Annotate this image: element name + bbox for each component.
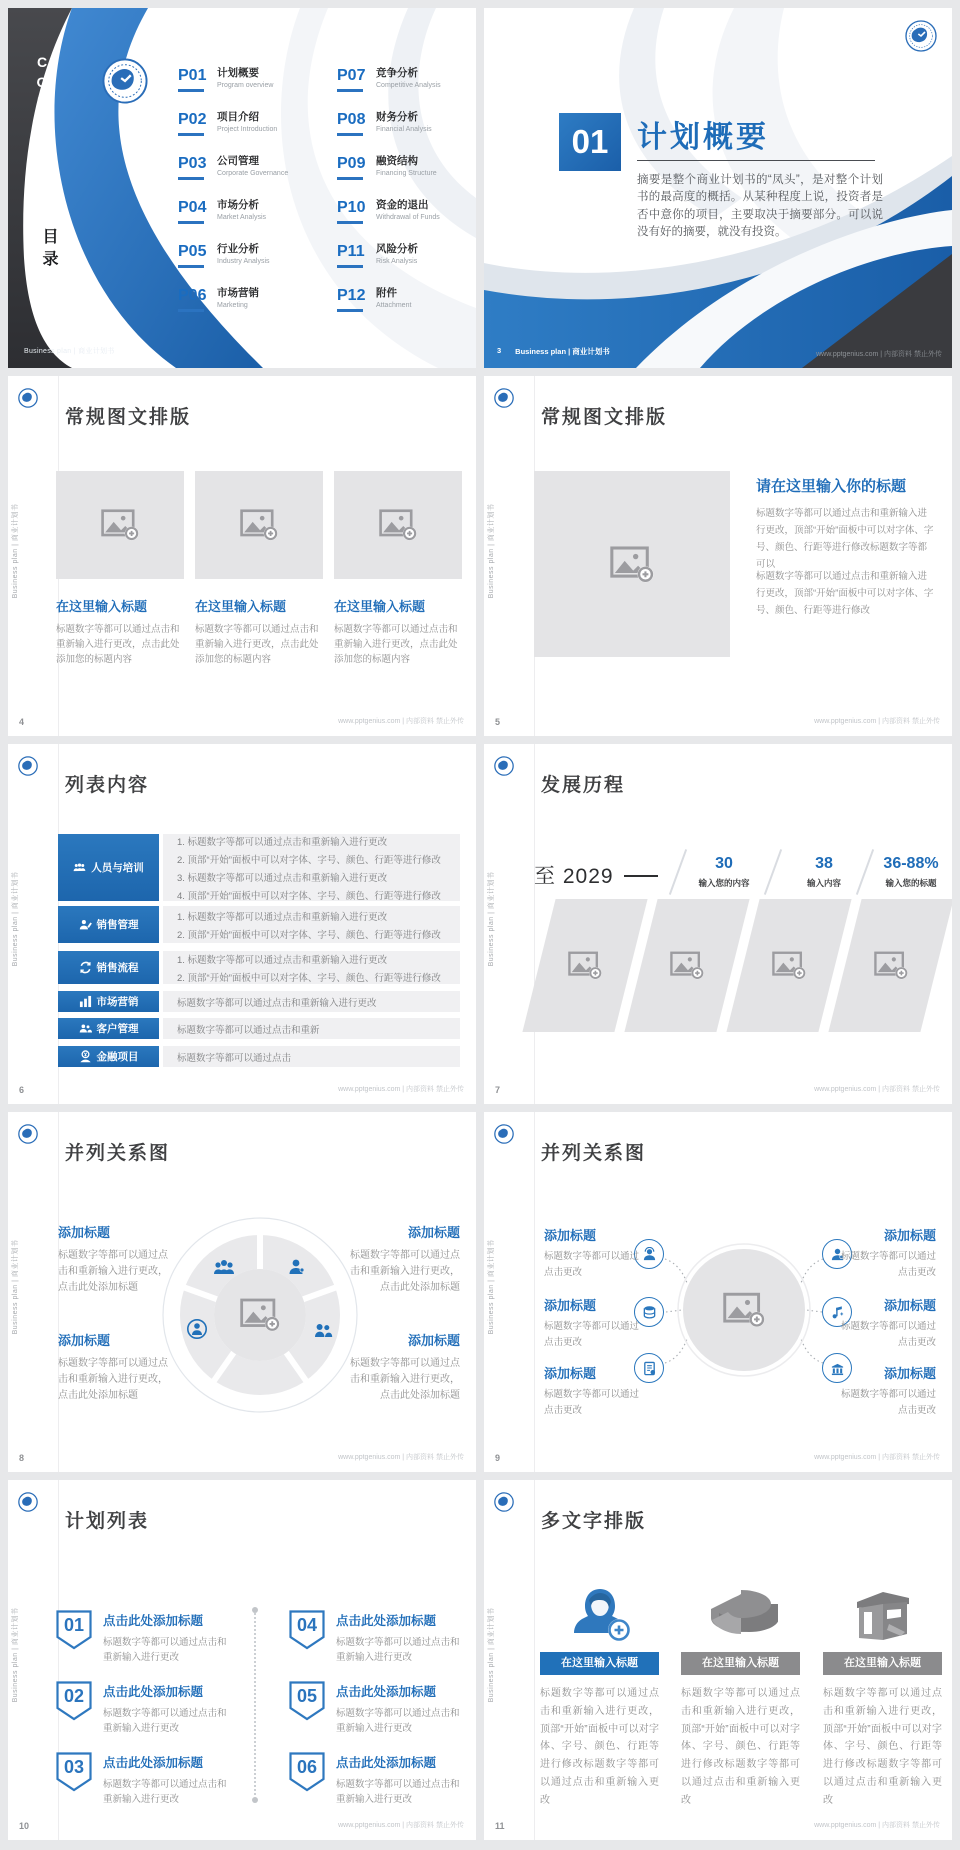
block-heading: 添加标题 [883,1228,936,1243]
list-label [58,1018,159,1039]
page-number: 5 [495,717,501,727]
toc-underline [337,177,363,180]
image-placeholder-icon [772,951,806,980]
page-number: 7 [495,1085,501,1095]
contents-item-p05 [178,244,288,271]
list-line: 3. 标题数字等都可以通过点击和重新输入进行更改 [177,872,388,884]
slide-relation-6[interactable] [484,1112,952,1472]
relation-center-circle [677,1243,811,1377]
contents-vertical-title-en: CONTENTS [34,54,50,214]
toc-title-cn: 市场分析 [217,199,259,211]
page-number: 10 [19,1821,30,1831]
toc-title-en: Program overview [217,81,274,89]
toc-number: P08 [337,112,373,136]
slide-title: 多文字排版 [541,1511,647,1532]
toc-underline [178,133,204,136]
vertical-brand-text: Business plan | 商业计划书 [12,1239,19,1335]
column-body: 标题数字等都可以通过点击和重新输入进行更改，点击此处添加您的标题内容 [56,624,180,666]
slide-gallery[interactable] [8,376,476,736]
left-rule [534,1480,535,1840]
block-body: 标题数字等都可以通过点击和重新输入进行更改，点击此处添加标题 [58,1358,168,1402]
toc-underline [337,221,363,224]
relation-block [544,1225,644,1281]
building-3d-icon [823,1568,942,1652]
block-heading: 添加标题 [544,1366,597,1381]
site-footer: www.pptgenius.com | 内部资料 禁止外传 [814,1822,940,1829]
list-label-text: 金融项目 [96,1051,139,1063]
block-body: 标题数字等都可以通过点击更改 [544,1389,640,1417]
timeline-image-strip [534,899,938,1032]
sales-process-icon [79,961,92,974]
plan-item [336,1682,462,1736]
list-content [163,1046,460,1067]
timeline-year-label [534,860,658,890]
list-label [58,951,159,984]
image-placeholder-icon [240,1298,280,1332]
slide-title: 发展历程 [541,775,626,796]
title-divider [637,160,875,161]
list-line: 标题数字等都可以通过点击 [177,1052,292,1064]
relation-block [58,1330,176,1405]
page-number: 3 [497,346,502,355]
toc-underline [337,309,363,312]
column-body: 标题数字等都可以通过点击和重新输入进行更改，顶部“开始”面板中可以对字体、字号、颜色、行距等进行修改标题数字等都可以通过点击和重新输入更改 [540,1688,659,1806]
list-row [58,1018,460,1039]
timeline-stat [789,855,859,889]
toc-number: P06 [178,288,214,312]
slide-title: 并列关系图 [541,1143,647,1164]
brand-footer: Business plan | 商业计划书 [24,348,115,355]
toc-title-en: Attachment [376,301,412,309]
list-content [163,1018,460,1039]
vertical-brand-text: Business plan | 商业计划书 [488,1607,495,1703]
list-rows [58,834,460,1076]
number-badge [56,1752,92,1792]
brand-logo-icon [905,20,937,52]
list-line: 1. 标题数字等都可以通过点击和重新输入进行更改 [177,954,388,966]
image-placeholder-icon [101,509,139,541]
page-number: 8 [19,1453,25,1463]
slide-contents[interactable] [8,8,476,368]
brand-logo-icon [18,388,38,408]
badge-number: 03 [63,1757,85,1777]
list-line: 2. 顶部“开始”面板中可以对字体、字号、颜色、行距等进行修改 [177,929,441,941]
vertical-brand-text: Business plan | 商业计划书 [488,503,495,599]
slide-multi-text[interactable] [484,1480,952,1840]
toc-number: P04 [178,200,214,224]
toc-underline [178,221,204,224]
slant-divider [764,849,782,895]
toc-title-cn: 市场营销 [217,287,259,299]
relation-block [342,1222,460,1297]
plan-item [103,1753,229,1807]
block-heading: 添加标题 [407,1333,460,1348]
toc-title-cn: 竞争分析 [376,67,418,79]
image-placeholder [534,471,730,657]
list-content [163,834,460,901]
site-footer: www.pptgenius.com | 内部资料 禁止外传 [814,1086,940,1093]
slide-title: 常规图文排版 [541,407,668,428]
toc-title-cn: 附件 [376,287,397,299]
block-body: 标题数字等都可以通过点击更改 [544,1251,640,1279]
contents-item-p08 [337,112,441,139]
pie-chart-3d-icon [681,1568,800,1652]
item-heading: 点击此处添加标题 [103,1756,204,1770]
column-heading: 在这里输入标题 [56,599,148,614]
brand-logo-icon [102,58,148,104]
text-column [540,1568,659,1810]
relation-block [342,1330,460,1405]
toc-number: P05 [178,244,214,268]
block-body: 标题数字等都可以通过点击和重新输入进行更改，点击此处添加标题 [350,1250,460,1294]
vertical-brand-text: Business plan | 商业计划书 [488,1239,495,1335]
badge-number: 06 [296,1757,318,1777]
toc-number: P12 [337,288,373,312]
vertical-brand-text: Business plan | 商业计划书 [488,871,495,967]
toc-title-cn: 公司管理 [217,155,259,167]
divider-dot [252,1797,258,1803]
relation-block [836,1225,936,1281]
brand-footer: Business plan | 商业计划书 [515,347,610,356]
block-heading: 添加标题 [544,1228,597,1243]
page-number: 6 [19,1085,25,1095]
vertical-brand-text: Business plan | 商业计划书 [12,871,19,967]
section-summary-text: 摘要是整个商业计划书的“凤头”，是对整个计划书的最高度的概括。从某种程度上说，投资者是否中意你的项目，主要取决于摘要部分。可以说没有好的摘要，就没有投资。 [637,174,883,238]
list-label [58,1046,159,1067]
brand-logo-icon [18,1124,38,1144]
slide-list[interactable] [8,744,476,1104]
site-footer: www.pptgenius.com | 内部资料 禁止外传 [338,1086,464,1093]
toc-underline [337,89,363,92]
toc-title-en: Corporate Governance [217,169,289,177]
section-number-badge: 01 [559,113,621,171]
relation-block [58,1222,176,1297]
site-footer: www.pptgenius.com | 内部资料 禁止外传 [816,351,942,358]
toc-title-cn: 项目介绍 [217,111,259,123]
slide-picture-text[interactable] [484,376,952,736]
column-body: 标题数字等都可以通过点击和重新输入进行更改，顶部“开始”面板中可以对字体、字号、颜色、行距等进行修改标题数字等都可以通过点击和重新输入更改 [681,1688,800,1806]
list-label [58,991,159,1012]
column-body: 标题数字等都可以通过点击和重新输入进行更改，顶部“开始”面板中可以对字体、字号、颜色、行距等进行修改标题数字等都可以通过点击和重新输入更改 [823,1688,942,1806]
item-heading: 点击此处添加标题 [336,1685,437,1699]
contents-vertical-title-cn: 目录 [40,228,57,272]
list-label-text: 客户管理 [96,1023,139,1035]
slide-section-01[interactable] [484,8,952,368]
slide-title: 并列关系图 [65,1143,171,1164]
timeline-stat [684,855,764,889]
list-line: 标题数字等都可以通过点击和重新 [177,1024,320,1036]
image-placeholder-icon [610,546,654,583]
section-title: 计划概要 [637,121,769,154]
dotted-divider [254,1613,256,1795]
image-placeholder-icon [723,1293,765,1328]
number-badge [289,1681,325,1721]
column-heading: 在这里输入标题 [334,599,426,614]
toc-underline [178,177,204,180]
contents-item-p06 [178,288,288,315]
image-placeholder [334,471,462,579]
toc-title-cn: 计划概要 [217,67,259,79]
sales-management-icon [79,918,92,931]
gallery-column [56,471,184,668]
contents-item-p10 [337,200,441,227]
number-badge [56,1681,92,1721]
list-label [58,906,159,943]
brand-logo-icon [494,388,514,408]
customer-icon [79,1022,92,1035]
content-heading: 请在这里输入你的标题 [756,478,907,495]
list-content [163,991,460,1012]
column-banner: 在这里输入标题 [681,1652,800,1675]
list-content [163,906,460,943]
brand-logo-icon [494,1492,514,1512]
team-icon [73,861,86,874]
page-number: 4 [19,717,25,727]
badge-number: 01 [63,1615,85,1635]
toc-underline [337,265,363,268]
list-line: 1. 标题数字等都可以通过点击和重新输入进行更改 [177,911,388,923]
toc-title-en: Withdrawal of Funds [376,213,440,221]
column-body: 标题数字等都可以通过点击和重新输入进行更改，点击此处添加您的标题内容 [334,624,458,666]
page-number: 9 [495,1453,501,1463]
toc-number: P09 [337,156,373,180]
list-row [58,906,460,943]
image-placeholder [56,471,184,579]
block-heading: 添加标题 [58,1333,111,1348]
site-footer: www.pptgenius.com | 内部资料 禁止外传 [338,1454,464,1461]
column-heading: 在这里输入标题 [195,599,287,614]
stat-label: 输入您的标题 [885,878,937,888]
timeline-stat [872,855,950,889]
contents-item-p07 [337,68,441,95]
toc-title-cn: 融资结构 [376,155,418,167]
toc-title-en: Risk Analysis [376,257,418,265]
list-content [163,951,460,984]
plan-item [103,1682,229,1736]
badge-number: 02 [63,1686,85,1706]
block-body: 标题数字等都可以通过点击和重新输入进行更改，点击此处添加标题 [58,1250,168,1294]
column-banner: 在这里输入标题 [540,1652,659,1675]
list-label [58,834,159,901]
list-label-text: 销售流程 [96,962,139,974]
block-body: 标题数字等都可以通过点击更改 [840,1389,936,1417]
toc-title-cn: 资金的退出 [376,199,429,211]
slide-plan-list[interactable] [8,1480,476,1840]
toc-title-en: Market Analysis [217,213,267,221]
brand-logo-icon [18,756,38,776]
vertical-brand-text: Business plan | 商业计划书 [12,1607,19,1703]
list-line: 标题数字等都可以通过点击和重新输入进行更改 [177,997,377,1009]
gallery-column [195,471,323,668]
slide-relation-4[interactable] [8,1112,476,1472]
contents-item-p12 [337,288,441,315]
badge-number: 04 [296,1615,318,1635]
contents-column-right [337,68,441,332]
image-placeholder [195,471,323,579]
toc-number: P01 [178,68,214,92]
block-body: 标题数字等都可以通过点击更改 [840,1321,936,1349]
slide-title: 常规图文排版 [65,407,192,428]
image-placeholder-icon [874,951,908,980]
toc-number: P11 [337,244,373,268]
item-heading: 点击此处添加标题 [336,1614,437,1628]
list-row [58,991,460,1012]
page-number: 11 [495,1821,505,1831]
item-heading: 点击此处添加标题 [336,1756,437,1770]
list-label-text: 市场营销 [96,996,139,1008]
list-row [58,834,460,901]
finance-icon [79,1050,92,1063]
column-banner: 在这里输入标题 [823,1652,942,1675]
divider-dot [252,1607,258,1613]
contents-item-p04 [178,200,288,227]
brand-logo-icon [18,1492,38,1512]
item-heading: 点击此处添加标题 [103,1614,204,1628]
year-dash [624,875,658,877]
image-placeholder [828,899,952,1032]
block-heading: 添加标题 [407,1225,460,1240]
plan-item [336,1753,462,1807]
toc-title-en: Competitive Analysis [376,81,441,89]
number-badge [56,1610,92,1650]
content-paragraph-1: 标题数字等都可以通过点击和重新输入进行更改，顶部“开始”面板中可以对字体、字号、颜色、行距等进行修改标题数字等都可以 [756,508,934,570]
contents-item-p03 [178,156,288,183]
number-badge [289,1610,325,1650]
block-heading: 添加标题 [883,1366,936,1381]
block-heading: 添加标题 [58,1225,111,1240]
block-body: 标题数字等都可以通过点击更改 [544,1321,640,1349]
stat-label: 输入内容 [806,878,841,888]
toc-underline [178,89,204,92]
stat-label: 输入您的内容 [698,878,750,888]
toc-underline [337,133,363,136]
column-body: 标题数字等都可以通过点击和重新输入进行更改，点击此处添加您的标题内容 [195,624,319,666]
list-line: 2. 顶部“开始”面板中可以对字体、字号、颜色、行距等进行修改 [177,972,441,984]
text-column [823,1568,942,1810]
toc-number: P10 [337,200,373,224]
relation-donut-diagram [158,1213,362,1417]
toc-title-en: Financial Analysis [376,125,432,133]
stat-value: 30 [715,855,733,872]
list-row [58,1046,460,1067]
contents-item-p09 [337,156,441,183]
toc-title-en: Marketing [217,301,248,309]
list-label-text: 人员与培训 [91,862,144,874]
brand-logo-icon [494,756,514,776]
site-footer: www.pptgenius.com | 内部资料 禁止外传 [338,718,464,725]
list-label-text: 销售管理 [96,919,139,931]
relation-block [836,1363,936,1419]
image-placeholder-icon [379,509,417,541]
contents-item-p02 [178,112,288,139]
toc-number: P02 [178,112,214,136]
toc-number: P07 [337,68,373,92]
item-body: 标题数字等都可以通过点击和重新输入进行更改 [336,1708,460,1735]
toc-number: P03 [178,156,214,180]
image-placeholder-icon [670,951,704,980]
item-heading: 点击此处添加标题 [103,1685,204,1699]
item-body: 标题数字等都可以通过点击和重新输入进行更改 [336,1637,460,1664]
block-body: 标题数字等都可以通过点击和重新输入进行更改，点击此处添加标题 [350,1358,460,1402]
contents-item-p01 [178,68,288,95]
toc-title-cn: 风险分析 [376,243,418,255]
text-column [681,1568,800,1810]
item-body: 标题数字等都可以通过点击和重新输入进行更改 [336,1779,460,1806]
toc-underline [178,309,204,312]
badge-number: 05 [296,1686,318,1706]
relation-block [544,1295,644,1351]
toc-title-en: Industry Analysis [217,257,270,265]
item-body: 标题数字等都可以通过点击和重新输入进行更改 [103,1708,227,1735]
content-paragraph-2: 标题数字等都可以通过点击和重新输入进行更改，顶部“开始”面板中可以对字体、字号、颜色、行距等进行修改 [756,571,934,616]
relation-block [544,1363,644,1419]
site-footer: www.pptgenius.com | 内部资料 禁止外传 [814,1454,940,1461]
block-body: 标题数字等都可以通过点击更改 [840,1251,936,1279]
gallery-column [334,471,462,668]
toc-title-en: Financing Structure [376,169,437,177]
site-footer: www.pptgenius.com | 内部资料 禁止外传 [338,1822,464,1829]
relation-block [836,1295,936,1351]
item-body: 标题数字等都可以通过点击和重新输入进行更改 [103,1779,227,1806]
toc-title-en: Project Introduction [217,125,278,133]
image-placeholder-icon [568,951,602,980]
item-body: 标题数字等都可以通过点击和重新输入进行更改 [103,1637,227,1664]
slide-title: 计划列表 [65,1511,150,1532]
vertical-brand-text: Business plan | 商业计划书 [12,503,19,599]
plan-item [336,1611,462,1665]
list-row [58,951,460,984]
plan-item [103,1611,229,1665]
site-footer: www.pptgenius.com | 内部资料 禁止外传 [814,718,940,725]
toc-underline [178,265,204,268]
contents-column-left [178,68,288,332]
year-text: 至 2029 [534,865,614,888]
female-user-icon [540,1568,659,1652]
block-heading: 添加标题 [544,1298,597,1313]
toc-title-cn: 财务分析 [376,111,418,123]
slide-title: 列表内容 [65,775,150,796]
list-line: 4. 顶部“开始”面板中可以对字体、字号、颜色、行距等进行修改 [177,890,441,902]
slide-timeline[interactable] [484,744,952,1104]
block-heading: 添加标题 [883,1298,936,1313]
list-line: 2. 顶部“开始”面板中可以对字体、字号、颜色、行距等进行修改 [177,854,441,866]
list-line: 1. 标题数字等都可以通过点击和重新输入进行更改 [177,836,388,848]
stat-value: 36-88% [883,855,939,872]
stat-value: 38 [815,855,833,872]
toc-title-cn: 行业分析 [217,243,259,255]
contents-item-p11 [337,244,441,271]
number-badge [289,1752,325,1792]
slide-footer [497,346,610,357]
marketing-icon [79,995,92,1008]
image-placeholder-icon [240,509,278,541]
